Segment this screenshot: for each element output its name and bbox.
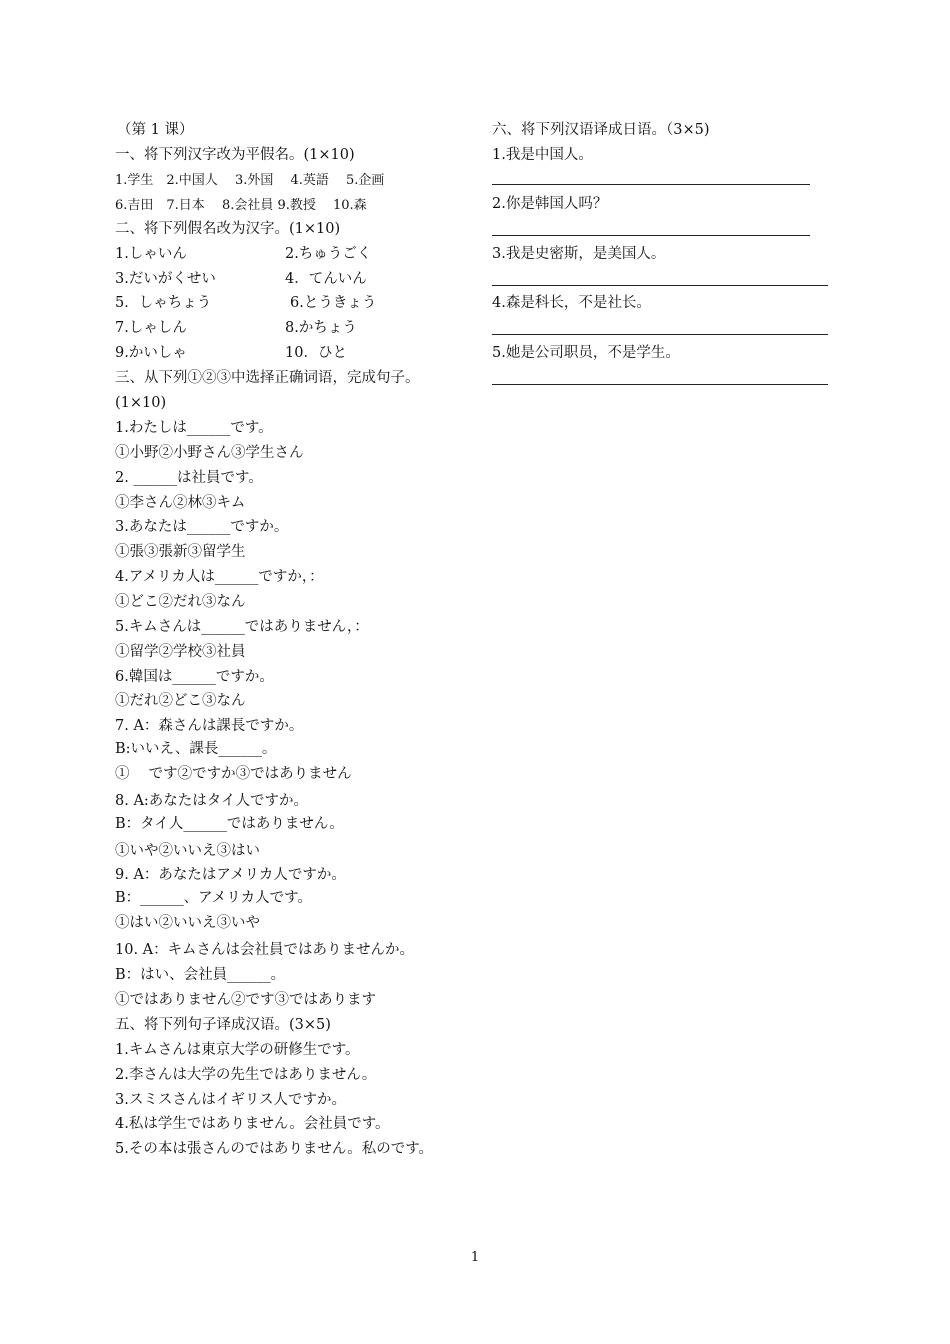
section2-item: 5．しゃちょう xyxy=(115,295,212,311)
answer-line xyxy=(492,334,828,335)
section2-item: 9.かいしゃ xyxy=(115,345,187,361)
section2-item: 1.しゃいん xyxy=(115,246,187,262)
question-line: 8. A:あなたはタイ人ですか。 xyxy=(115,793,309,809)
lesson-label: （第 1 课） xyxy=(117,122,194,138)
question-line: 6.韓国は______ですか。 xyxy=(115,669,274,685)
choice-line: ①張③張新③留学生 xyxy=(115,544,246,560)
answer-line xyxy=(492,235,810,236)
answer-line xyxy=(492,285,828,286)
answer-line xyxy=(492,384,828,385)
choice-line: ①ではありません②です③ではあります xyxy=(115,992,376,1008)
section6-item: 1.我是中国人。 xyxy=(492,147,593,163)
section2-item: 10．ひと xyxy=(285,345,347,361)
choice-line: ①小野②小野さん③学生さん xyxy=(115,445,304,461)
section6-item: 3.我是史密斯，是美国人。 xyxy=(492,246,666,262)
section6-item: 5.她是公司职员，不是学生。 xyxy=(492,345,680,361)
section1-heading: 一、将下列汉字改为平假名。(1×10) xyxy=(115,147,355,163)
section5-item: 1.キムさんは東京大学の研修生です。 xyxy=(115,1042,360,1058)
question-line: 1.わたしは______です。 xyxy=(115,420,273,436)
section2-item: 2.ちゅうごく xyxy=(285,246,372,262)
choice-line: ① です②ですか③ではありません xyxy=(115,766,352,782)
section5-item: 4.私は学生ではありません。会社員です。 xyxy=(115,1116,390,1132)
section6-item: 4.森是科长，不是社长。 xyxy=(492,295,651,311)
choice-line: ①はい②いいえ③いや xyxy=(115,915,260,931)
question-line: 9. A：あなたはアメリカ人ですか。 xyxy=(115,867,346,883)
question-line: 5.キムさんは______ではありません，： xyxy=(115,619,369,635)
section5-item: 5.その本は張さんのではありません。私のです。 xyxy=(115,1141,434,1157)
section6-heading: 六、将下列汉语译成日语。（3×5) xyxy=(492,122,710,138)
section5-item: 3.スミスさんはイギリス人ですか。 xyxy=(115,1092,347,1108)
question-line: B:いいえ、課長______。 xyxy=(115,741,277,757)
choice-line: ①いや②いいえ③はい xyxy=(115,843,260,859)
answer-line xyxy=(492,184,810,185)
section5-heading: 五、将下列句子译成汉语。(3×5) xyxy=(115,1017,331,1033)
choice-line: ①どこ②だれ③なん xyxy=(115,594,246,610)
question-line: B：______、アメリカ人です。 xyxy=(115,890,312,906)
choice-line: ①留学②学校③社員 xyxy=(115,644,246,660)
choice-line: ①だれ②どこ③なん xyxy=(115,693,246,709)
section3-score: (1×10) xyxy=(115,395,167,411)
choice-line: ①李さん②林③キム xyxy=(115,495,246,511)
section2-item: 8.かちょう xyxy=(285,320,357,336)
section1-row: 6.吉田 7.日本 8.会社員 9.教授 10.森 xyxy=(115,198,367,213)
section2-item: 7.しゃしん xyxy=(115,320,187,336)
section2-item: 6.とうきょう xyxy=(290,295,377,311)
section2-item: 4．てんいん xyxy=(285,271,367,287)
question-line: B：はい、会社員______。 xyxy=(115,967,286,983)
section5-item: 2.李さんは大学の先生ではありません。 xyxy=(115,1067,377,1083)
question-line: 4.アメリカ人は______ですか，： xyxy=(115,569,324,585)
section1-row: 1.学生 2.中国人 3.外国 4.英語 5.企画 xyxy=(115,173,385,188)
question-line: 7. A：森さんは課長ですか。 xyxy=(115,718,304,734)
section6-item: 2.你是韩国人吗？ xyxy=(492,196,608,212)
question-line: 2. ______は社員です。 xyxy=(115,470,263,486)
section2-heading: 二、将下列假名改为汉字。(1×10) xyxy=(115,221,341,237)
question-line: 10. A：キムさんは会社員ではありませんか。 xyxy=(115,942,414,958)
question-line: B：タイ人______ではありません。 xyxy=(115,816,344,832)
question-line: 3.あなたは______ですか。 xyxy=(115,519,289,535)
page-number: 1 xyxy=(470,1250,480,1265)
section2-item: 3.だいがくせい xyxy=(115,271,216,287)
section3-heading: 三、从下列①②③中选择正确词语，完成句子。 xyxy=(115,370,420,386)
